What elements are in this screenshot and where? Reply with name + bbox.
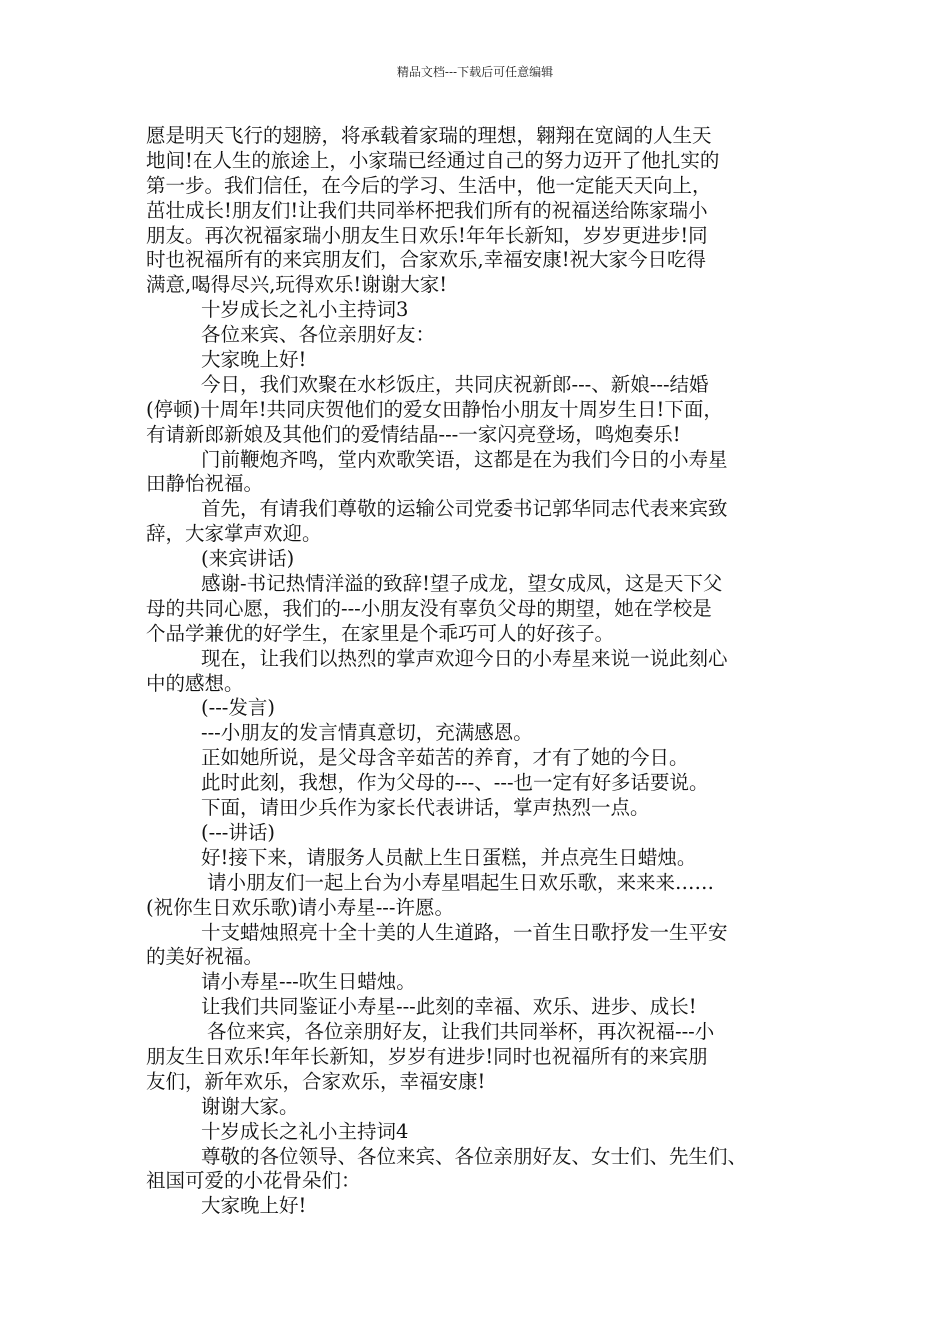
text-line: 尊敬的各位领导、各位来宾、各位亲朋好友、女士们、先生们、 [201, 1144, 748, 1168]
text-line: 门前鞭炮齐鸣，堂内欢歌笑语，这都是在为我们今日的小寿星 [201, 447, 728, 471]
text-line: 谢谢大家。 [201, 1094, 299, 1118]
text-line: ---小朋友的发言情真意切，充满感恩。 [201, 721, 533, 745]
document-body [146, 124, 808, 1219]
text-line: 请小朋友们一起上台为小寿星唱起生日欢乐歌，来来来…… [207, 870, 715, 894]
text-line: 辞，大家掌声欢迎。 [146, 522, 322, 546]
text-line: 田静怡祝福。 [146, 472, 264, 496]
text-line: 大家晚上好! [201, 348, 307, 372]
text-line: 此时此刻，我想，作为父母的---、---也一定有好多话要说。 [201, 771, 709, 795]
text-line: 十岁成长之礼小主持词3 [201, 298, 409, 322]
text-line: 下面，请田少兵作为家长代表讲话，掌声热烈一点。 [201, 796, 650, 820]
text-line: 有请新郎新娘及其他们的爱情结晶---一家闪亮登场，鸣炮奏乐! [146, 422, 681, 446]
text-line: 感谢-书记热情洋溢的致辞!望子成龙，望女成凤，这是天下父 [201, 572, 723, 596]
text-line: 祖国可爱的小花骨朵们： [146, 1169, 361, 1193]
text-line: 好!接下来，请服务人员献上生日蛋糕，并点亮生日蜡烛。 [201, 845, 697, 869]
text-line: 各位来宾，各位亲朋好友，让我们共同举杯，再次祝福---小 [207, 1020, 715, 1044]
text-line: 朋友。再次祝福家瑞小朋友生日欢乐!年年长新知，岁岁更进步!同 [146, 223, 708, 247]
text-line: 十岁成长之礼小主持词4 [201, 1119, 409, 1143]
text-line: 请小寿星---吹生日蜡烛。 [201, 970, 416, 994]
text-line: 现在，让我们以热烈的掌声欢迎今日的小寿星来说一说此刻心 [201, 646, 728, 670]
text-line: 个品学兼优的好学生，在家里是个乖巧可人的好孩子。 [146, 621, 615, 645]
text-line: 让我们共同鉴证小寿星---此刻的幸福、欢乐、进步、成长! [201, 995, 697, 1019]
text-line: 的美好祝福。 [146, 945, 264, 969]
text-line: 第一步。我们信任，在今后的学习、生活中，他一定能天天向上， [146, 173, 712, 197]
text-line: 友们，新年欢乐，合家欢乐，幸福安康! [146, 1069, 486, 1093]
text-line: (来宾讲话) [201, 547, 295, 571]
text-line: 母的共同心愿，我们的---小朋友没有辜负父母的期望，她在学校是 [146, 596, 712, 620]
text-line: 茁壮成长!朋友们!让我们共同举杯把我们所有的祝福送给陈家瑞小 [146, 198, 708, 222]
text-line: 大家晚上好! [201, 1194, 307, 1218]
text-line: 十支蜡烛照亮十全十美的人生道路，一首生日歌抒发一生平安 [201, 920, 728, 944]
text-line: 中的感想。 [146, 671, 244, 695]
text-line: 朋友生日欢乐!年年长新知，岁岁有进步!同时也祝福所有的来宾朋 [146, 1044, 708, 1068]
text-line: 满意,喝得尽兴,玩得欢乐!谢谢大家! [146, 273, 448, 297]
text-line: (---讲话) [201, 820, 275, 844]
text-line: (停顿)十周年!共同庆贺他们的爱女田静怡小朋友十周岁生日!下面， [146, 397, 723, 421]
text-line: 时也祝福所有的来宾朋友们，合家欢乐,幸福安康!祝大家今日吃得 [146, 248, 707, 272]
text-line: (祝你生日欢乐歌)请小寿星---许愿。 [146, 895, 454, 919]
text-line: 愿是明天飞行的翅膀，将承载着家瑞的理想，翱翔在宽阔的人生天 [146, 124, 712, 147]
text-line: 各位来宾、各位亲朋好友： [201, 323, 436, 347]
text-line: 正如她所说，是父母含辛茹苦的养育，才有了她的今日。 [201, 746, 689, 770]
text-line: 今日，我们欢聚在水杉饭庄，共同庆祝新郎---、新娘---结婚 [201, 372, 709, 396]
text-line: 首先，有请我们尊敬的运输公司党委书记郭华同志代表来宾致 [201, 497, 728, 521]
text-line: (---发言) [201, 696, 275, 720]
page-header: 精品文档---下载后可任意编辑 [396, 65, 554, 79]
text-line: 地间!在人生的旅途上，小家瑞已经通过自己的努力迈开了他扎实的 [146, 148, 720, 172]
